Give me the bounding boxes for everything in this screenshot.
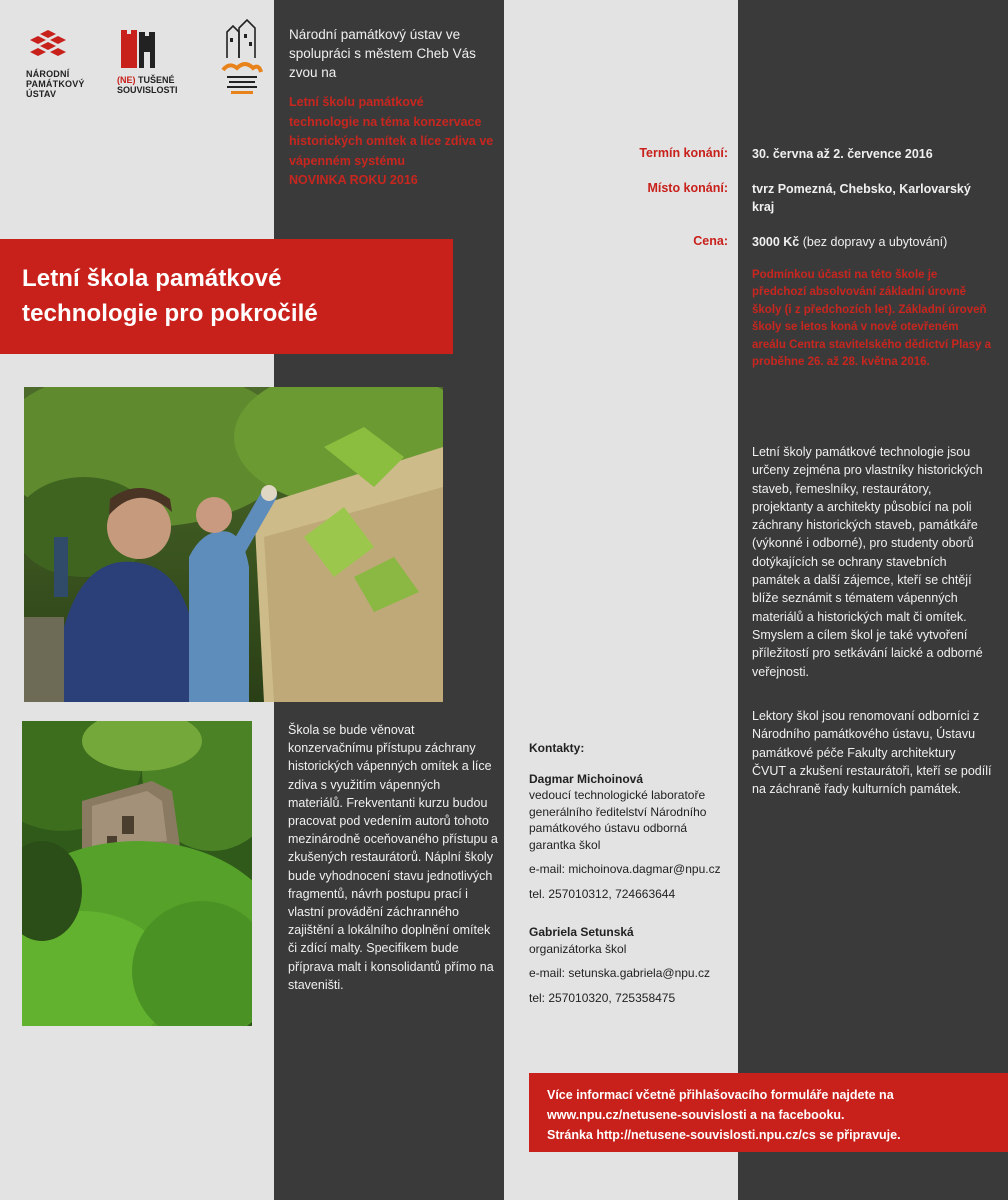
contact-1-role: vedoucí technologické laboratoře generálního ředitelství Národního památkového ústavu odborná garantka škol — [529, 788, 707, 852]
light-column-3 — [504, 0, 738, 1200]
more-info-line2-link[interactable]: www.npu.cz/netusene-souvislosti a na facebooku. — [547, 1108, 845, 1122]
tusene-text: TUŠENÉ — [135, 75, 175, 85]
course-description: Škola se bude věnovat konzervačnímu přístupu záchrany historických vápenných omítek a líce zdiva s využitím vápenných materiálů. Frekventanti kurzu budou pracovat pod vedením autorů tohoto mezinárodně oceňovaného přístupu a zkušených restaurátorů. Náplní školy bude vyhodnocení stavu jednotlivých fragmentů, návrh postupu prací i vlastní provádění záchranného zajištění a lokálního doplnění omítek či zdící malty. Specifikem bude příprava malt i konsolidantů přímo na staveništi. — [288, 723, 498, 992]
price-note: (bez dopravy a ubytování) — [799, 235, 948, 249]
npu-logo — [26, 30, 106, 99]
netusene-souvislosti-logo — [117, 28, 209, 95]
contact-2-role: organizátorka škol — [529, 941, 627, 956]
contact-2-phone: tel: 257010320, 725358475 — [529, 990, 676, 1005]
intro-highlight — [289, 93, 494, 191]
lecturers-text: Lektory škol jsou renomovaní odborníci z Národního památkového ústavu, Ústavu památkové péče Fakulty architektury ČVUT a zkušení restaurátoři, kteří se podílí na záchraně řady kulturních památek. — [752, 709, 992, 797]
contact-2-name: Gabriela Setunská — [529, 925, 634, 939]
novinka-tag: NOVINKA ROKU 2016 — [289, 173, 418, 187]
more-info-line3-link[interactable]: Stránka http://netusene-souvislosti.npu.cz/cs se připravuje. — [547, 1128, 901, 1142]
npu-logo-line2: PAMÁTKOVÝ — [26, 79, 85, 89]
souvislosti-text: SOUVISLOSTI — [117, 85, 178, 95]
contacts-heading: Kontakty: — [529, 741, 585, 755]
castle-tower-icon — [119, 28, 163, 68]
price-value — [752, 233, 992, 251]
npu-logo-line1: NÁRODNÍ — [26, 69, 70, 79]
more-info-line1: Více informací včetně přihlašovacího formuláře najdete na — [547, 1088, 894, 1102]
contact-2-email[interactable]: e-mail: setunska.gabriela@npu.cz — [529, 966, 710, 980]
npu-logo-icon — [26, 30, 70, 62]
contact-1-email[interactable]: e-mail: michoinova.dagmar@npu.cz — [529, 862, 721, 876]
term-value-text: 30. června až 2. července 2016 — [752, 147, 933, 161]
workers-restoring-wall-photo — [24, 387, 443, 702]
page-title-line2: technologie pro pokročilé — [22, 300, 318, 327]
term-value — [752, 145, 992, 163]
price-label: Cena: — [693, 234, 728, 248]
ruined-stone-fort-photo — [22, 721, 252, 1026]
more-info-box — [529, 1073, 1008, 1152]
cheb-logo-icon — [219, 18, 265, 98]
page-title — [22, 261, 453, 331]
intro-text: Národní památkový ústav ve spolupráci s městem Cheb Vás zvou na — [289, 27, 476, 80]
npu-logo-line3: ÚSTAV — [26, 89, 57, 99]
intro-highlight-text: Letní školu památkové technologie na téma konzervace historických omítek a líce zdiva ve vápenném systému — [289, 95, 494, 168]
place-value-text: tvrz Pomezná, Chebsko, Karlovarský kraj — [752, 182, 971, 214]
contacts-section — [529, 740, 734, 1006]
cheb-logo — [219, 18, 265, 98]
ne-prefix: (NE) — [117, 75, 136, 85]
target-audience-text: Letní školy památkové technologie jsou určeny zejména pro vlastníky historických staveb, řemeslníky, restaurátory, projektanty a architekty působící na poli záchrany historických staveb, památkáře (výkonné i odborné), pro studenty oborů dotýkajících se ochrany stavebních památek a další zájemce, kteří se chtějí blíže seznámit s tématem vápenných materiálů a historických malt či omítek. Smyslem a cílem škol je také vytvoření příležitostí pro setkávání laické a odborné veřejnosti. — [752, 445, 983, 679]
term-label: Termín konání: — [639, 146, 728, 160]
contact-1-name: Dagmar Michoinová — [529, 771, 644, 786]
page-title-line1: Letní škola památkové — [22, 265, 282, 292]
contact-1-phone: tel. 257010312, 724663644 — [529, 886, 676, 901]
price-amount: 3000 Kč — [752, 235, 800, 249]
title-banner — [0, 239, 453, 354]
place-label: Místo konání: — [647, 181, 728, 195]
place-value — [752, 180, 977, 216]
prerequisite-note: Podmínkou účasti na této škole je předchozí absolvování základní úrovně školy (i z předchozích let). Základní úroveň školy se letos koná v nově otevřeném areálu Centra stavitelského dědictví Plasy a proběhne 26. až 28. května 2016. — [752, 269, 992, 369]
